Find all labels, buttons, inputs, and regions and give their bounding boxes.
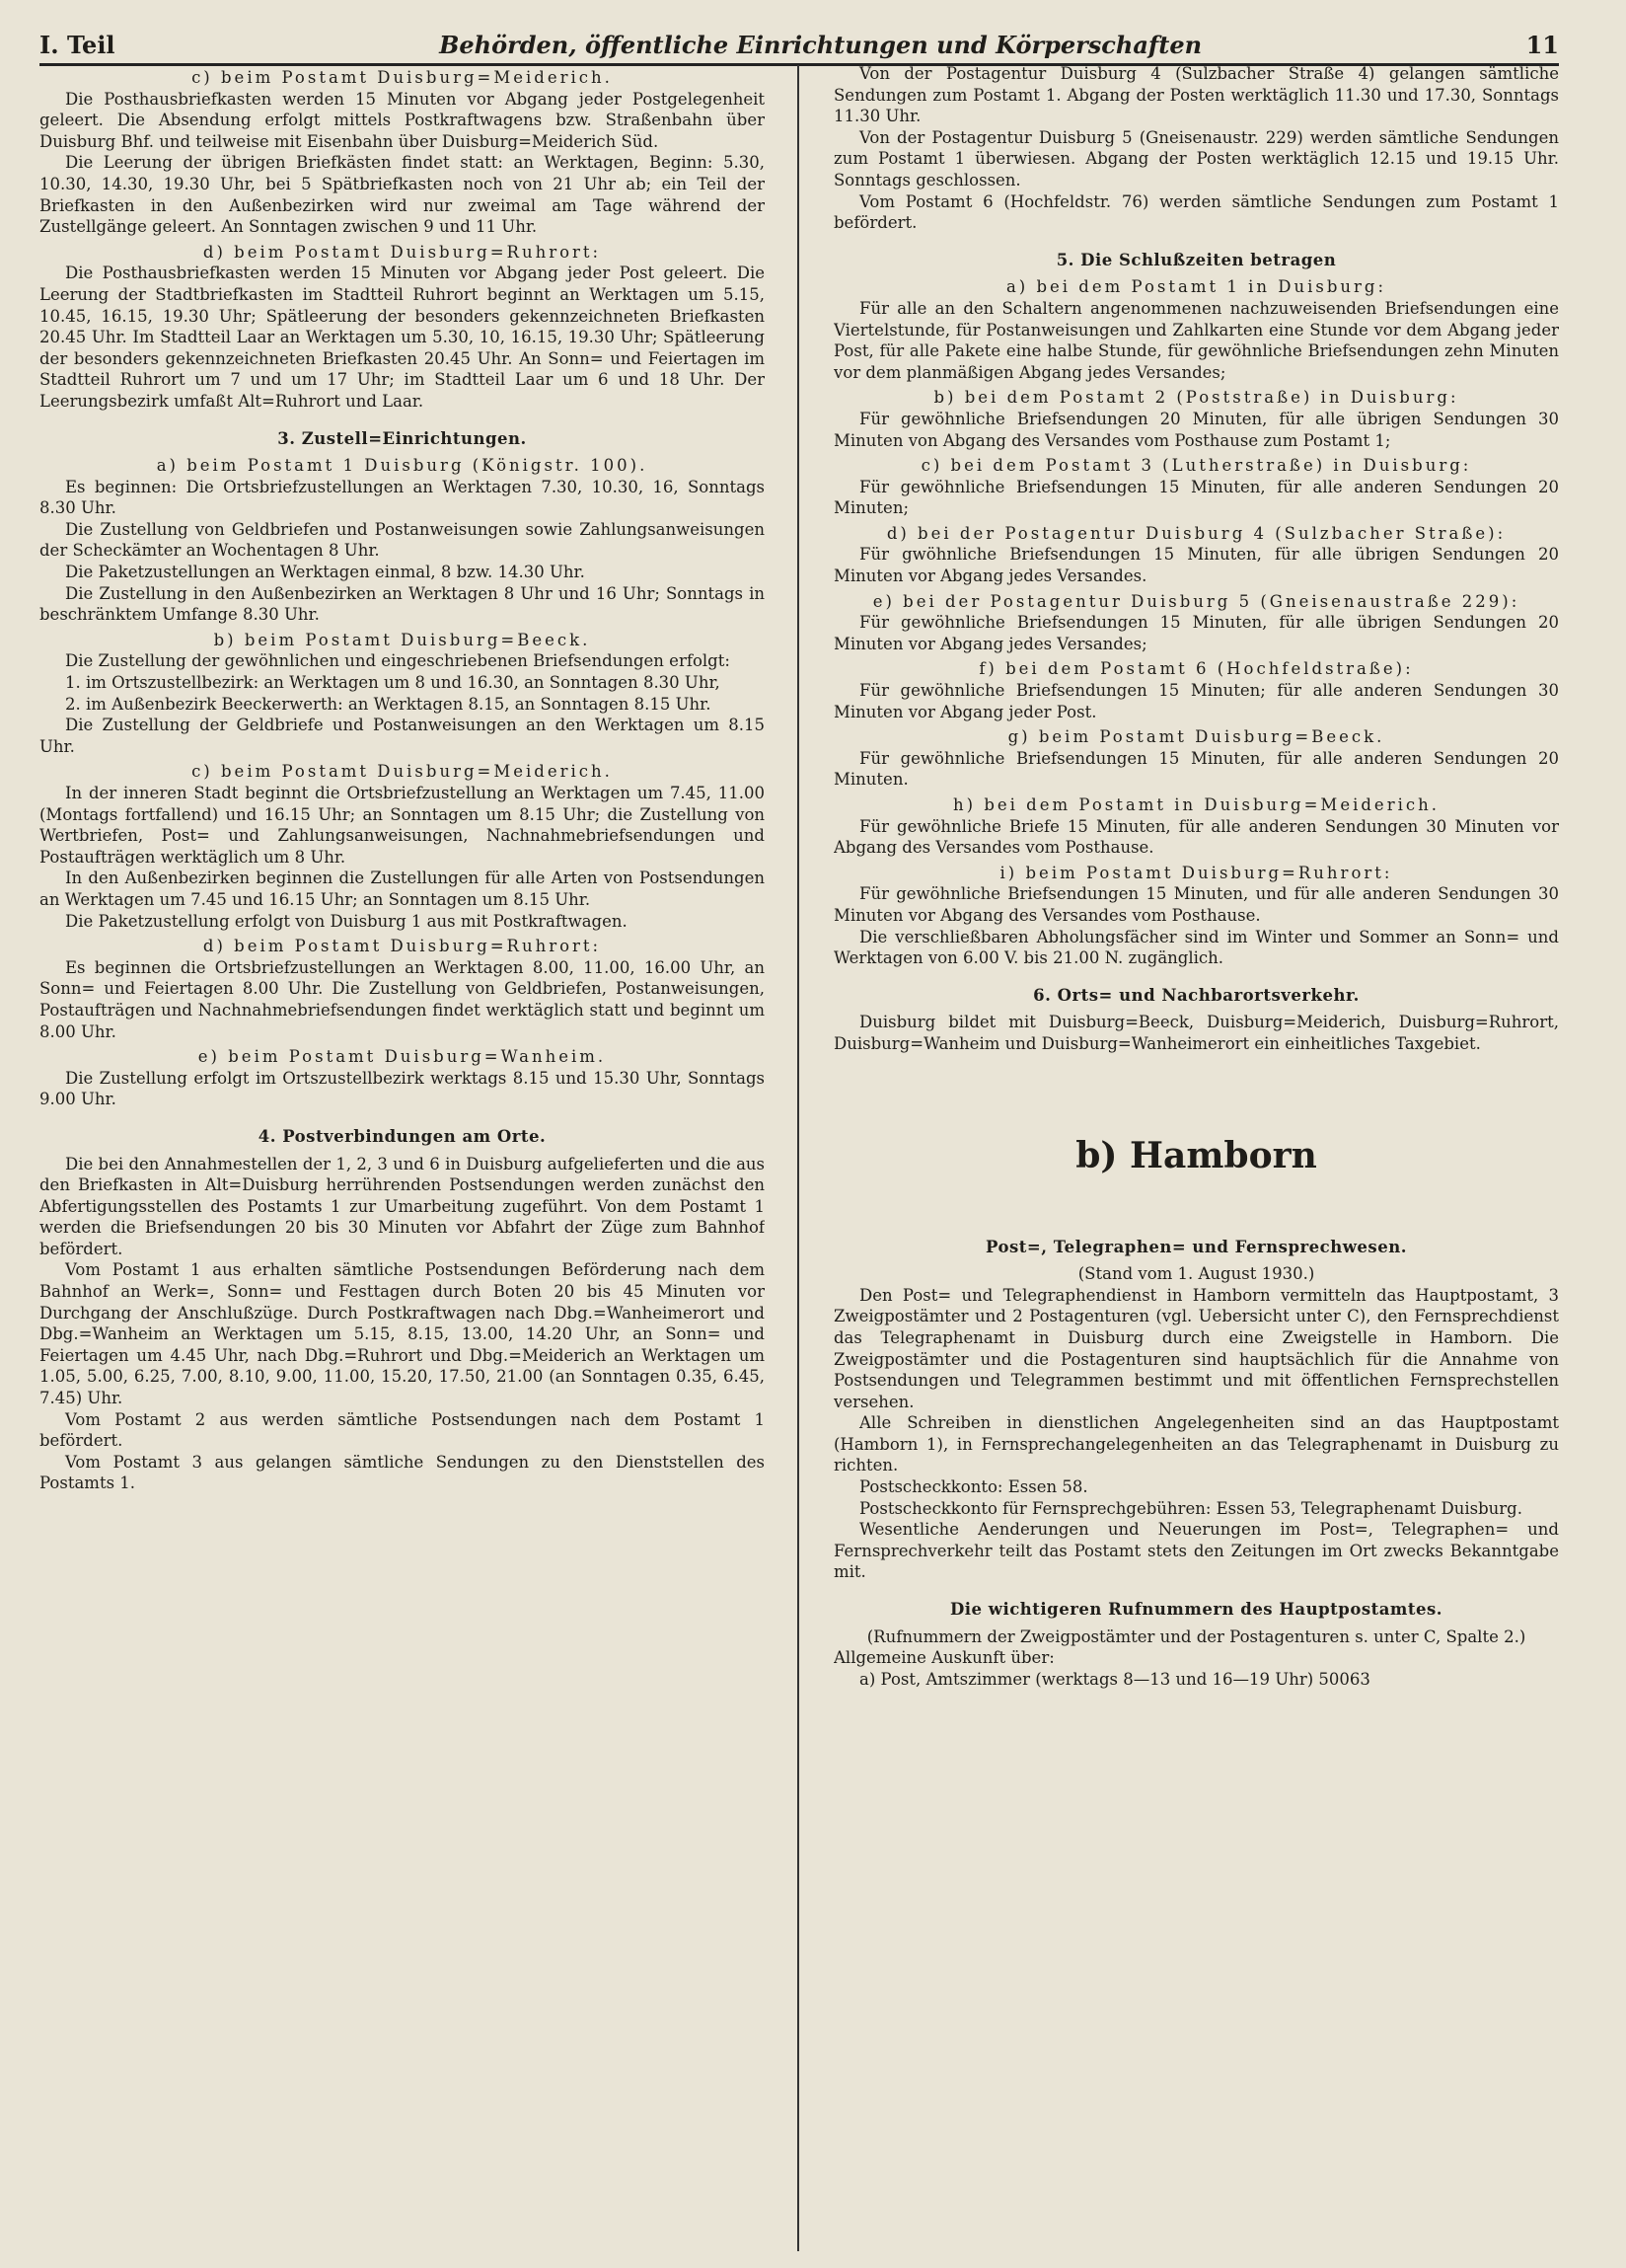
header-title: Behörden, öffentliche Einrichtungen und Körperschaften <box>439 31 1203 59</box>
paragraph: Die bei den Annahmestellen der 1, 2, 3 und 6 in Duisburg aufgelieferten und die aus den Briefkasten in Alt=Duisburg herrührenden Postsendungen werden zunächst den Abfertigungsstellen des Postamts 1 zur Umarbeitung zugeführt. Von dem Postamt 1 werden die Briefsendungen 20 bis 30 Minuten vor Abfahrt der Züge zum Bahnhof befördert. <box>39 1154 765 1258</box>
paragraph: Die Zustellung in den Außenbezirken an Werktagen 8 Uhr und 16 Uhr; Sonntags in beschränktem Umfange 8.30 Uhr. <box>39 583 765 625</box>
paragraph: Alle Schreiben in dienstlichen Angelegenheiten sind an das Hauptpostamt (Hamborn 1), in Fernsprechangelegenheiten an das Telegraphenamt in Duisburg zu richten. <box>834 1413 1559 1475</box>
paragraph: Es beginnen: Die Ortsbriefzustellungen an Werktagen 7.30, 10.30, 16, Sonntags 8.30 Uhr. <box>39 477 765 518</box>
paragraph: Für gewöhnliche Briefsendungen 15 Minuten, und für alle anderen Sendungen 30 Minuten vor Abgang des Versandes vom Posthause. <box>834 884 1559 925</box>
paragraph: Allgemeine Auskunft über: <box>834 1648 1055 1668</box>
subheading: b) bei dem Postamt 2 (Poststraße) in Duisburg: <box>933 388 1459 408</box>
paragraph: Die Zustellung der gewöhnlichen und eingeschriebenen Briefsendungen erfolgt: <box>65 651 730 671</box>
subheading-meiderich-leerung: c) beim Postamt Duisburg=Meiderich. <box>191 68 613 87</box>
paragraph: Vom Postamt 6 (Hochfeldstr. 76) werden sämtliche Sendungen zum Postamt 1 befördert. <box>834 191 1559 233</box>
subheading-postamt1: a) beim Postamt 1 Duisburg (Königstr. 100). <box>156 456 648 476</box>
paragraph: Die Paketzustellung erfolgt von Duisburg 1 aus mit Postkraftwagen. <box>65 911 628 931</box>
section-heading-3: 3. Zustell=Einrichtungen. <box>277 428 527 448</box>
subheading: f) bei dem Postamt 6 (Hochfeldstraße): <box>979 659 1414 679</box>
paragraph: Postscheckkonto für Fernsprechgebühren: Essen 53, Telegraphenamt Duisburg. <box>859 1498 1522 1518</box>
paragraph: Die Zustellung der Geldbriefe und Postanweisungen an den Werktagen um 8.15 Uhr. <box>39 716 765 756</box>
paragraph: Vom Postamt 3 aus gelangen sämtliche Sendungen zu den Dienststellen des Postamts 1. <box>39 1452 765 1493</box>
paragraph: In der inneren Stadt beginnt die Ortsbriefzustellung an Werktagen um 7.45, 11.00 (Montags fortfallend) und 16.15 Uhr; an Sonntagen um 8.15 Uhr; die Zustellung von Wertbriefen, Post= und Zahlungsanweisungen, Nachnahmebriefsendungen und Postaufträgen werktäglich um 8 Uhr. <box>39 784 765 867</box>
section-heading-6: 6. Orts= und Nachbarortsverkehr. <box>1033 985 1360 1005</box>
stand-date: (Stand vom 1. August 1930.) <box>1077 1264 1315 1284</box>
paragraph: Die Posthausbriefkasten werden 15 Minuten vor Abgang jeder Postgelegenheit geleert. Die Absendung erfolgt mittels Postkraftwagens bzw. Straßenbahn über Duisburg Bhf. und teilweise mit Eisenbahn über Duisburg=Meiderich Süd. <box>39 89 765 151</box>
paragraph: In den Außenbezirken beginnen die Zustellungen für alle Arten von Postsendungen an Werktagen um 7.45 und 16.15 Uhr; an Sonntagen um 8.15 Uhr. <box>39 869 765 909</box>
paragraph: Von der Postagentur Duisburg 4 (Sulzbacher Straße 4) gelangen sämtliche Sendungen zum Postamt 1. Abgang der Posten werktäglich 11.30 und 17.30, Sonntags 11.30 Uhr. <box>834 64 1559 126</box>
paragraph: Für gewöhnliche Briefe 15 Minuten, für alle anderen Sendungen 30 Minuten vor Abgang des Versandes vom Posthause. <box>834 816 1559 858</box>
right-column <box>834 63 1559 2254</box>
subheading-ruhrort: d) beim Postamt Duisburg=Ruhrort: <box>202 937 602 956</box>
subheading-ruhrort-leerung: d) beim Postamt Duisburg=Ruhrort: <box>202 242 602 262</box>
paragraph: Die Zustellung erfolgt im Ortszustellbezirk werktags 8.15 und 15.30 Uhr, Sonntags 9.00 Uhr. <box>39 1068 765 1109</box>
paragraph: Für gewöhnliche Briefsendungen 15 Minuten, für alle anderen Sendungen 20 Minuten; <box>834 477 1559 518</box>
hamborn-heading: b) Hamborn <box>1075 1134 1317 1176</box>
header-part: I. Teil <box>39 31 115 59</box>
left-column <box>39 63 765 2254</box>
phone-entry: a) Post, Amtszimmer (werktags 8—13 und 16—19 Uhr) 50063 <box>859 1669 1370 1689</box>
list-item: 1. im Ortszustellbezirk: an Werktagen um 8 und 16.30, an Sonntagen 8.30 Uhr, <box>65 673 720 693</box>
subheading-meiderich: c) beim Postamt Duisburg=Meiderich. <box>191 762 613 782</box>
paragraph: Den Post= und Telegraphendienst in Hamborn vermitteln das Hauptpostamt, 3 Zweigpostämter und 2 Postagenturen (vgl. Uebersicht unter C), den Fernsprechdienst das Telegraphenamt in Duisburg durch eine Zweigstelle in Hamborn. Die Zweigpostämter und die Postagenturen sind hauptsächlich für die Annahme von Postsendungen und Telegrammen bestimmt und mit öffentlichen Fernsprechstellen versehen. <box>834 1285 1559 1411</box>
paragraph: Duisburg bildet mit Duisburg=Beeck, Duisburg=Meiderich, Duisburg=Ruhrort, Duisburg=Wanheim und Duisburg=Wanheimerort ein einheitliches Taxgebiet. <box>834 1013 1559 1053</box>
paragraph: Für gewöhnliche Briefsendungen 15 Minuten, für alle anderen Sendungen 20 Minuten. <box>834 748 1559 790</box>
rufnummern-heading: Die wichtigeren Rufnummern des Hauptpostamtes. <box>949 1600 1443 1620</box>
paragraph: Postscheckkonto: Essen 58. <box>859 1477 1088 1497</box>
paragraph: Von der Postagentur Duisburg 5 (Gneisenaustr. 229) werden sämtliche Sendungen zum Postamt 1 überwiesen. Abgang der Posten werktäglich 12.15 und 19.15 Uhr. Sonntags geschlossen. <box>834 127 1559 189</box>
list-item: 2. im Außenbezirk Beeckerwerth: an Werktagen 8.15, an Sonntagen 8.15 Uhr. <box>65 694 711 714</box>
subheading-wanheim: e) beim Postamt Duisburg=Wanheim. <box>197 1047 607 1067</box>
paragraph: Für alle an den Schaltern angenommenen nachzuweisenden Briefsendungen eine Viertelstunde, für Postanweisungen und Zahlkarten eine Stunde vor dem Abgang jeder Post, für alle Pakete eine halbe Stunde, für gewöhnliche Briefsendungen zehn Minuten vor dem planmäßigen Abgang jedes Versandes; <box>834 298 1559 382</box>
paragraph: Die Leerung der übrigen Briefkästen findet statt: an Werktagen, Beginn: 5.30, 10.30, 14.30, 19.30 Uhr, bei 5 Spätbriefkasten noch von 21 Uhr ab; ein Teil der Briefkasten in den Außenbezirken wird nur zweimal am Tage während der Zustellgänge geleert. An Sonntagen zwischen 9 und 11 Uhr. <box>39 153 765 237</box>
subheading: h) bei dem Postamt in Duisburg=Meiderich. <box>953 795 1440 814</box>
subheading: g) beim Postamt Duisburg=Beeck. <box>1007 727 1385 747</box>
paragraph: Für gewöhnliche Briefsendungen 15 Minuten, für alle übrigen Sendungen 20 Minuten vor Abgang jedes Versandes; <box>834 613 1559 653</box>
column-divider <box>797 65 799 2251</box>
page-header <box>39 20 1559 66</box>
subheading: a) bei dem Postamt 1 in Duisburg: <box>1005 277 1387 297</box>
paragraph: Die verschließbaren Abholungsfächer sind im Winter und Sommer an Sonn= und Werktagen von 6.00 V. bis 21.00 N. zugänglich. <box>834 927 1559 968</box>
subheading: d) bei der Postagentur Duisburg 4 (Sulzbacher Straße): <box>886 523 1507 543</box>
hamborn-section-heading: Post=, Telegraphen= und Fernsprechwesen. <box>986 1237 1407 1256</box>
section-heading-4: 4. Postverbindungen am Orte. <box>258 1126 547 1146</box>
paragraph: Für gewöhnliche Briefsendungen 20 Minuten, für alle übrigen Sendungen 30 Minuten von Abgang des Versandes vom Posthause zum Postamt 1; <box>834 409 1559 450</box>
section-heading-5: 5. Die Schlußzeiten betragen <box>1056 250 1337 269</box>
paragraph: Die Paketzustellungen an Werktagen einmal, 8 bzw. 14.30 Uhr. <box>65 563 585 582</box>
subheading: e) bei der Postagentur Duisburg 5 (Gneisenaustraße 229): <box>872 591 1520 611</box>
paragraph: Für gewöhnliche Briefsendungen 15 Minuten; für alle anderen Sendungen 30 Minuten vor Abgang jeder Post. <box>834 681 1559 721</box>
subheading: c) bei dem Postamt 3 (Lutherstraße) in Duisburg: <box>921 456 1472 476</box>
rufnummern-note: (Rufnummern der Zweigpostämter und der Postagenturen s. unter C, Spalte 2.) <box>866 1626 1526 1646</box>
paragraph: Vom Postamt 1 aus erhalten sämtliche Postsendungen Beförderung nach dem Bahnhof an Werk=, Sonn= und Festtagen durch Boten 20 bis 45 Minuten vor Durchgang der Anschlußzüge. Durch Postkraftwagen nach Dbg.=Wanheimerort und Dbg.=Wanheim an Werktagen um 5.15, 8.15, 13.00, 14.20 Uhr, an Sonn= und Feiertagen um 4.45 Uhr, nach Dbg.=Ruhrort und Dbg.=Meiderich an Werktagen um 1.05, 5.00, 6.25, 7.00, 8.10, 9.00, 11.00, 15.20, 17.50, 21.00 (an Sonntagen 0.35, 6.45, 7.45) Uhr. <box>39 1260 765 1408</box>
paragraph: Es beginnen die Ortsbriefzustellungen an Werktagen 8.00, 11.00, 16.00 Uhr, an Sonn= und Feiertagen 8.00 Uhr. Die Zustellung von Geldbriefen, Postanweisungen, Postaufträgen und Nachnahmebriefsendungen findet werktäglich statt und beginnt um 8.00 Uhr. <box>39 957 765 1041</box>
paragraph: Wesentliche Aenderungen und Neuerungen im Post=, Telegraphen= und Fernsprechverkehr teilt das Postamt stets den Zeitungen im Ort zwecks Bekanntgabe mit. <box>834 1520 1559 1582</box>
paragraph: Vom Postamt 2 aus werden sämtliche Postsendungen nach dem Postamt 1 befördert. <box>39 1409 765 1451</box>
page-number: 11 <box>1525 31 1559 59</box>
paragraph: Die Posthausbriefkasten werden 15 Minuten vor Abgang jeder Post geleert. Die Leerung der Stadtbriefkasten im Stadtteil Ruhrort beginnt an Werktagen um 5.15, 10.45, 16.15, 19.30 Uhr; Spätleerung der besonders gekennzeichneten Briefkasten 20.45 Uhr. Im Stadtteil Laar an Werktagen um 5.30, 10, 16.15, 19.30 Uhr; Spätleerung der besonders gekennzeichneten Briefkasten 20.45 Uhr. An Sonn= und Feiertagen im Stadtteil Ruhrort um 7 und um 17 Uhr; im Stadtteil Laar um 6 und 18 Uhr. Der Leerungsbezirk umfaßt Alt=Ruhrort und Laar. <box>39 264 765 411</box>
subheading-beeck: b) beim Postamt Duisburg=Beeck. <box>213 630 591 649</box>
paragraph: Für gwöhnliche Briefsendungen 15 Minuten, für alle übrigen Sendungen 20 Minuten vor Abgang jedes Versandes. <box>834 545 1559 586</box>
paragraph: Die Zustellung von Geldbriefen und Postanweisungen sowie Zahlungsanweisungen der Scheckämter an Wochentagen 8 Uhr. <box>39 519 765 561</box>
subheading: i) beim Postamt Duisburg=Ruhrort: <box>999 863 1393 882</box>
